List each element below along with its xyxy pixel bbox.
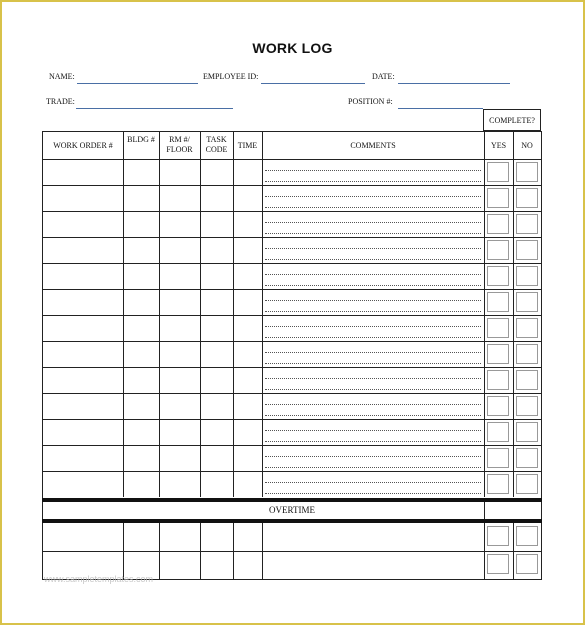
table-row: [43, 289, 541, 290]
yes-checkbox[interactable]: [487, 370, 509, 390]
overtime-label: OVERTIME: [269, 505, 315, 515]
comment-line[interactable]: [265, 248, 481, 249]
no-checkbox[interactable]: [516, 188, 538, 208]
date-label: DATE:: [372, 72, 395, 81]
yes-checkbox[interactable]: [487, 188, 509, 208]
column-divider: [484, 502, 485, 519]
no-checkbox[interactable]: [516, 448, 538, 468]
col-header-time: TIME: [237, 141, 258, 150]
form-title: WORK LOG: [252, 40, 333, 56]
comment-line[interactable]: [265, 222, 481, 223]
comment-line[interactable]: [265, 363, 481, 364]
col-header-work-order: WORK ORDER #: [53, 141, 113, 150]
position-field[interactable]: [398, 108, 483, 109]
table-row: [43, 471, 541, 472]
employee-id-label: EMPLOYEE ID:: [203, 72, 259, 81]
comment-line[interactable]: [265, 482, 481, 483]
comment-line[interactable]: [265, 337, 481, 338]
table-row: [43, 341, 541, 342]
yes-checkbox[interactable]: [487, 318, 509, 338]
complete-header: COMPLETE?: [483, 109, 541, 131]
comment-line[interactable]: [265, 207, 481, 208]
no-checkbox[interactable]: [516, 474, 538, 494]
no-checkbox[interactable]: [516, 396, 538, 416]
comment-line[interactable]: [265, 378, 481, 379]
table-row: [43, 237, 541, 238]
table-row: [43, 185, 541, 186]
comment-line[interactable]: [265, 430, 481, 431]
watermark: www.sampletemplates.com: [44, 574, 154, 584]
comment-line[interactable]: [265, 389, 481, 390]
overtime-row: [43, 551, 541, 552]
no-checkbox[interactable]: [516, 318, 538, 338]
comment-line[interactable]: [265, 170, 481, 171]
comment-line[interactable]: [265, 259, 481, 260]
table-row: [43, 445, 541, 446]
yes-checkbox[interactable]: [487, 474, 509, 494]
comment-line[interactable]: [265, 311, 481, 312]
comment-line[interactable]: [265, 352, 481, 353]
comment-line[interactable]: [265, 456, 481, 457]
yes-checkbox[interactable]: [487, 526, 509, 546]
col-header-no: NO: [521, 141, 533, 150]
employee-id-field[interactable]: [261, 83, 365, 84]
comment-line[interactable]: [265, 300, 481, 301]
no-checkbox[interactable]: [516, 370, 538, 390]
comment-line[interactable]: [265, 404, 481, 405]
no-checkbox[interactable]: [516, 240, 538, 260]
no-checkbox[interactable]: [516, 214, 538, 234]
table-row: [43, 367, 541, 368]
table-row: [43, 419, 541, 420]
name-label: NAME:: [49, 72, 75, 81]
yes-checkbox[interactable]: [487, 344, 509, 364]
table-row: [43, 393, 541, 394]
date-field[interactable]: [398, 83, 510, 84]
no-checkbox[interactable]: [516, 526, 538, 546]
no-checkbox[interactable]: [516, 162, 538, 182]
no-checkbox[interactable]: [516, 554, 538, 574]
trade-label: TRADE:: [46, 97, 75, 106]
yes-checkbox[interactable]: [487, 266, 509, 286]
yes-checkbox[interactable]: [487, 422, 509, 442]
table-row: [43, 315, 541, 316]
comment-line[interactable]: [265, 467, 481, 468]
no-checkbox[interactable]: [516, 422, 538, 442]
col-header-comments: COMMENTS: [350, 141, 396, 150]
no-checkbox[interactable]: [516, 266, 538, 286]
yes-checkbox[interactable]: [487, 396, 509, 416]
table-row: [43, 211, 541, 212]
work-log-table: [42, 131, 542, 580]
yes-checkbox[interactable]: [487, 240, 509, 260]
comment-line[interactable]: [265, 415, 481, 416]
comment-line[interactable]: [265, 326, 481, 327]
yes-checkbox[interactable]: [487, 162, 509, 182]
header-divider: [43, 159, 541, 160]
comment-line[interactable]: [265, 285, 481, 286]
yes-checkbox[interactable]: [487, 214, 509, 234]
overtime-divider: [42, 519, 542, 523]
overtime-divider: [42, 498, 542, 502]
comment-line[interactable]: [265, 274, 481, 275]
yes-checkbox[interactable]: [487, 292, 509, 312]
col-header-rm-floor: RM #/ FLOOR: [166, 135, 193, 154]
comment-line[interactable]: [265, 196, 481, 197]
comment-line[interactable]: [265, 493, 481, 494]
comment-line[interactable]: [265, 181, 481, 182]
col-header-task-code: TASK CODE: [205, 135, 228, 154]
yes-checkbox[interactable]: [487, 448, 509, 468]
col-header-yes: YES: [490, 141, 507, 150]
table-row: [43, 263, 541, 264]
comment-line[interactable]: [265, 233, 481, 234]
trade-field[interactable]: [76, 108, 233, 109]
col-header-bldg: BLDG #: [127, 135, 155, 144]
no-checkbox[interactable]: [516, 292, 538, 312]
comment-line[interactable]: [265, 441, 481, 442]
name-field[interactable]: [77, 83, 198, 84]
yes-checkbox[interactable]: [487, 554, 509, 574]
position-label: POSITION #:: [348, 97, 393, 106]
no-checkbox[interactable]: [516, 344, 538, 364]
